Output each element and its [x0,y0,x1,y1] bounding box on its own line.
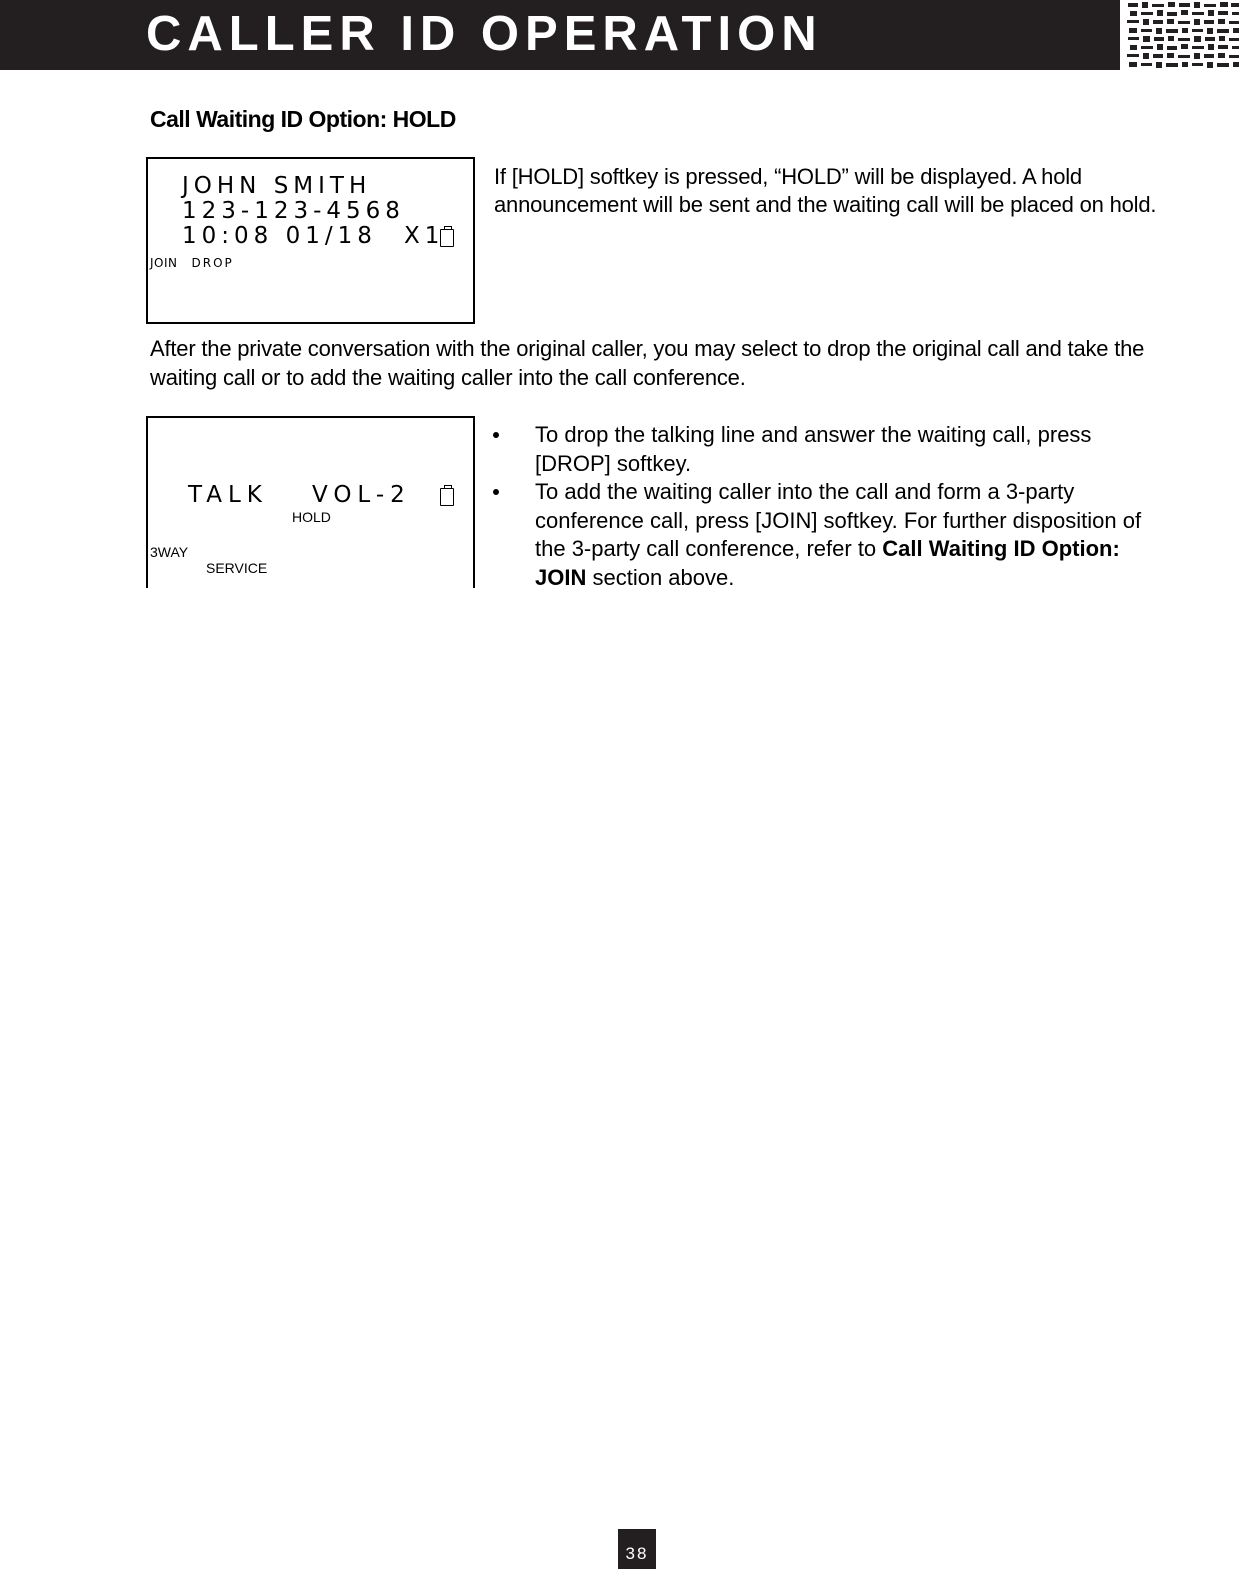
call-time-date: 10:08 01/18 [182,223,377,249]
call-count: X1 [404,223,445,249]
battery-icon [440,488,454,506]
caller-name: JOHN SMITH [182,173,372,199]
header-bar [0,0,1120,70]
bullet-text-drop: To drop the talking line and answer the waiting call, press [DROP] softkey. [535,422,1092,476]
page-title: CALLER ID OPERATION [146,7,823,61]
list-item [490,421,1150,478]
decorative-pattern [1126,0,1240,70]
section-reference: Call Waiting ID Option: JOIN [535,536,1120,590]
softkey-drop: DROP [191,256,234,270]
softkey-join: JOIN [150,256,178,270]
softkey-labels [150,256,248,270]
hold-label: HOLD [292,509,331,525]
threeway-label: 3WAY [150,544,189,560]
list-item [490,478,1150,592]
battery-icon [440,229,454,247]
hold-paragraph: If [HOLD] softkey is pressed, “HOLD” will be displayed. A hold announcement will be sent and the waiting call will be placed on hold. [494,164,1157,217]
bullet-text-outro: section above. [592,564,735,590]
talk-status: TALK [188,482,268,508]
lcd-display-caller [146,157,475,324]
bullet-icon [493,489,499,495]
lcd-display-talk [146,416,475,588]
service-label: SERVICE [206,560,268,576]
bullet-text-join: To add the waiting caller into the call and form a 3-party conference call, press [JOIN] softkey. For further disposition of the 3-party call conference, refer to [535,479,1142,561]
volume-level: VOL-2 [312,482,411,508]
section-heading: Call Waiting ID Option: HOLD [150,106,456,132]
caller-number: 123-123-4568 [182,198,405,224]
page-number: 38 [618,1529,656,1569]
bullet-icon [493,432,499,438]
instruction-list [490,421,1150,592]
after-paragraph: After the private conversation with the original caller, you may select to drop the original call and take the waiting call or to add the waiting caller into the call conference. [150,336,1145,390]
